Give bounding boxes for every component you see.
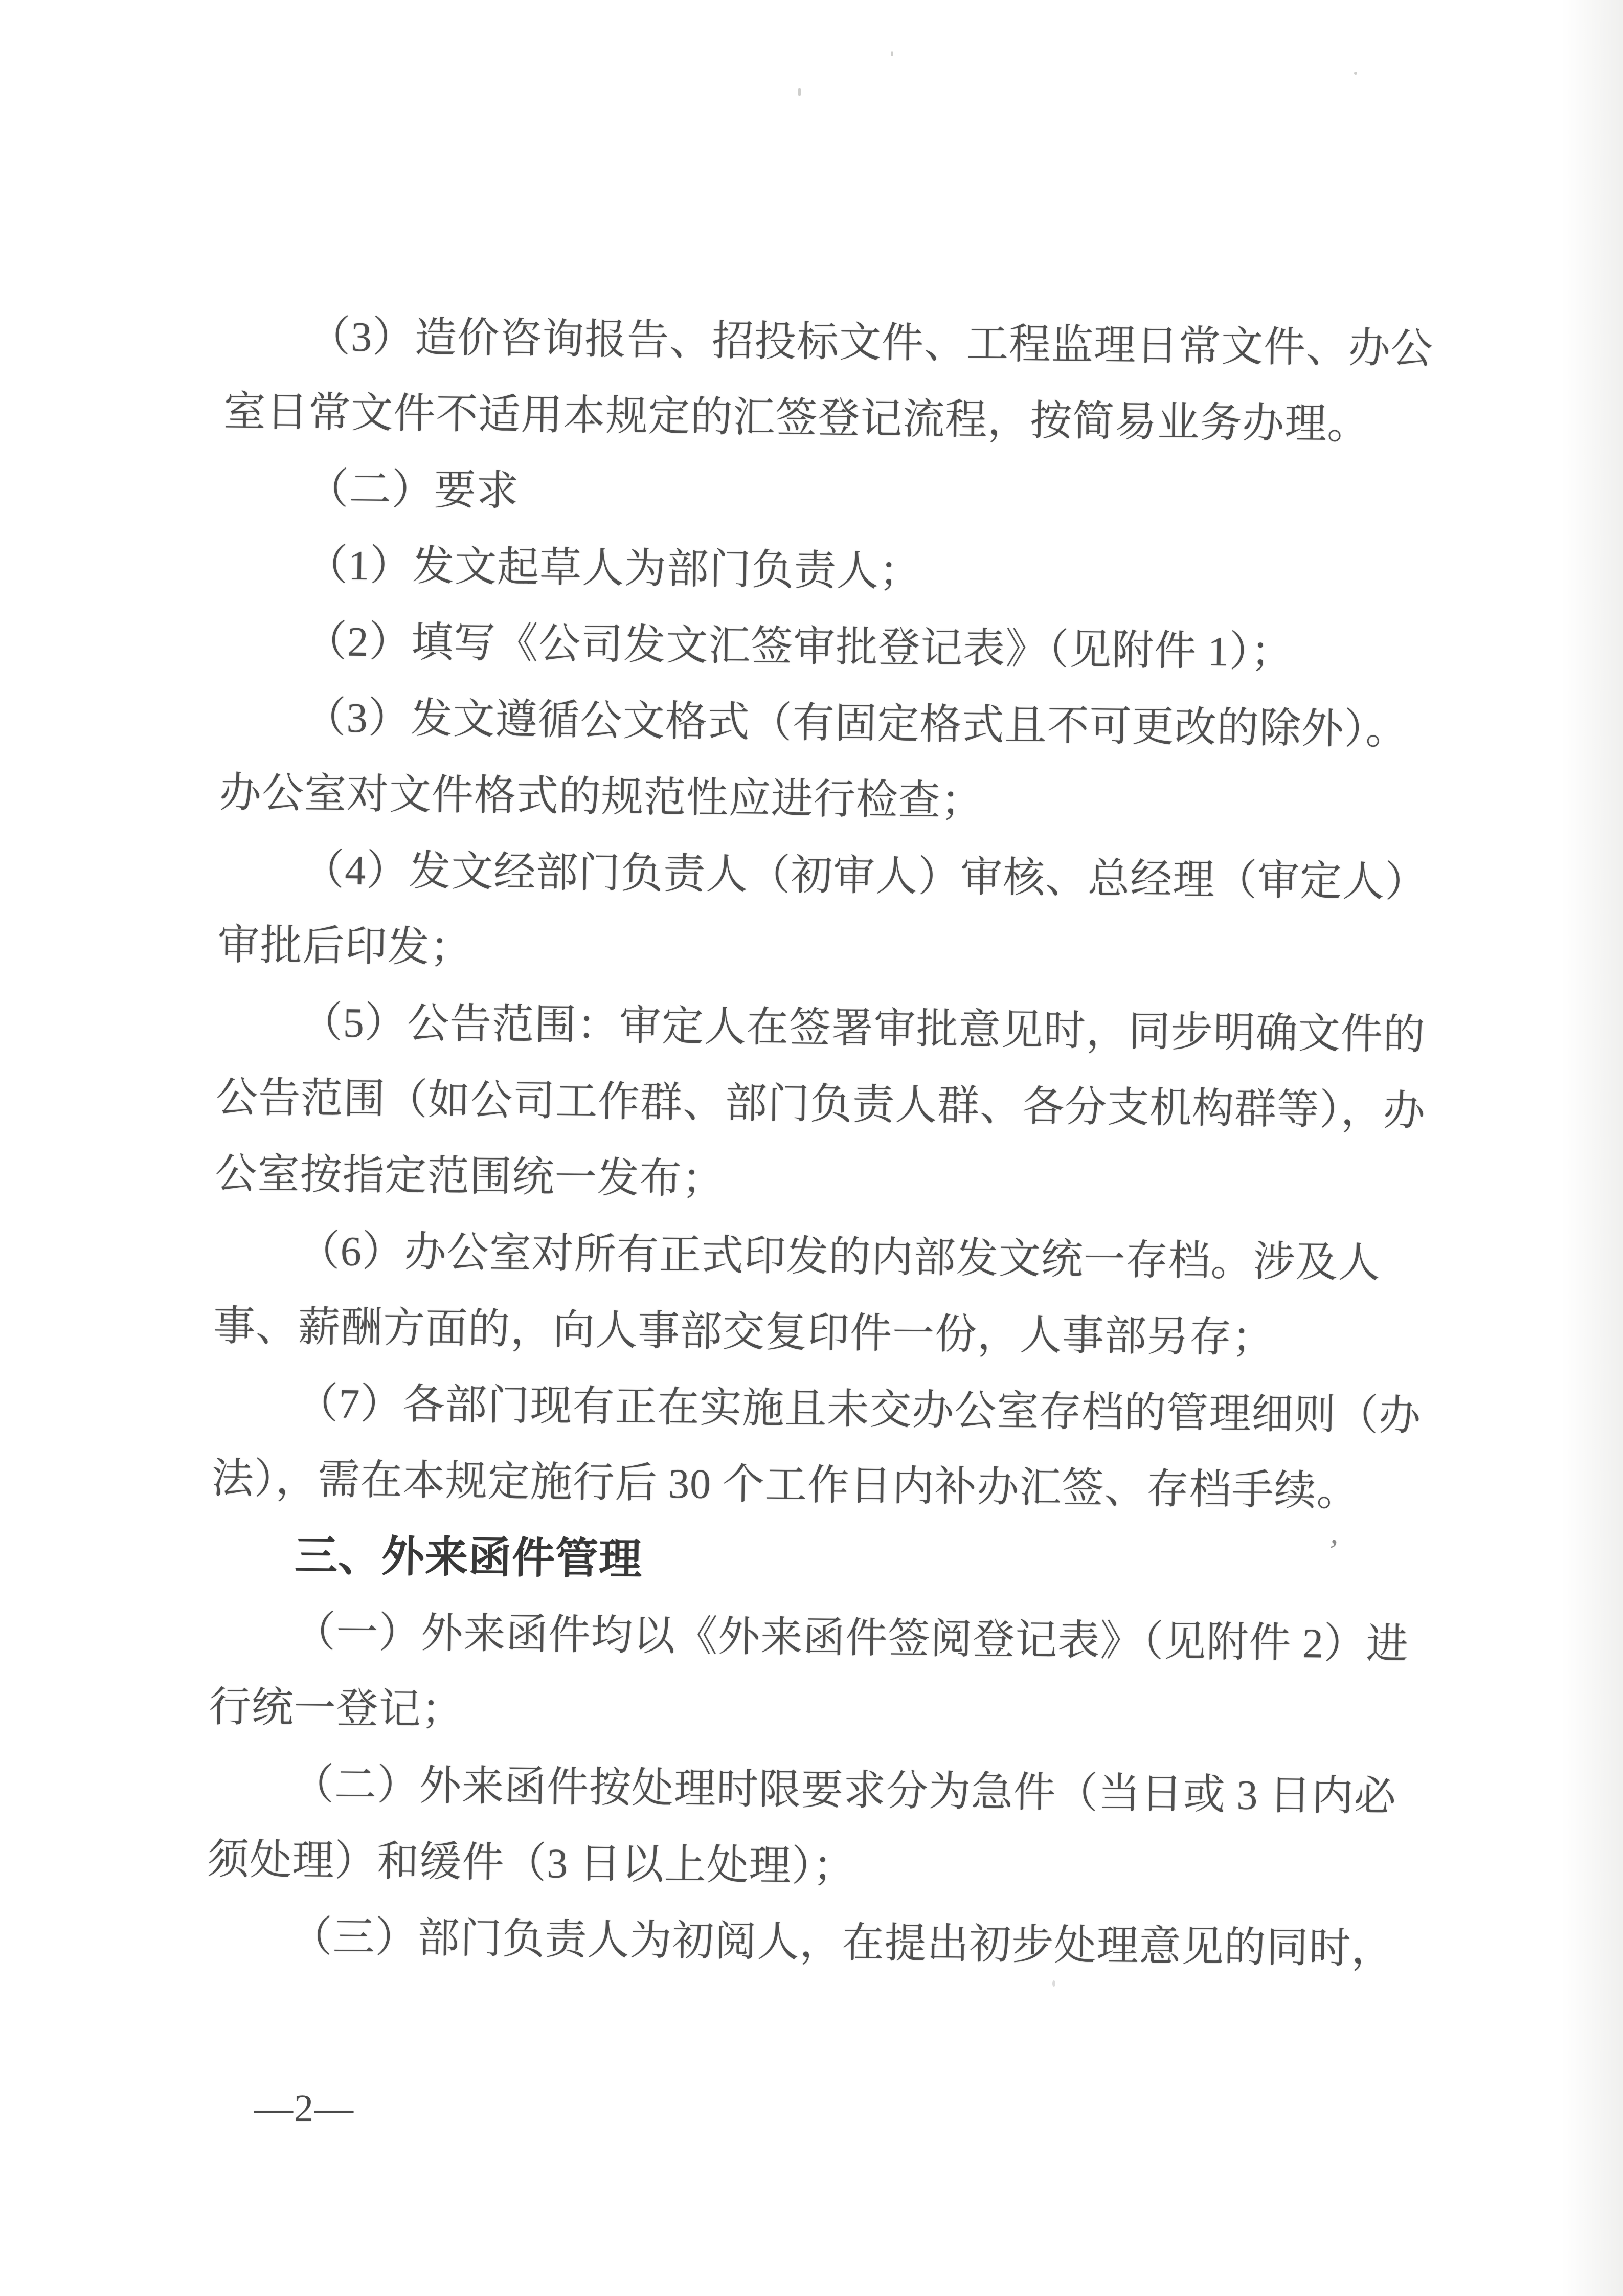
scan-artifact-tick: ’ — [1325, 1531, 1341, 1570]
text-line: 行统一登记； — [209, 1683, 464, 1733]
text-line: （1）发文起草人为部门负责人； — [305, 541, 922, 595]
page-number: —2— — [254, 2087, 354, 2130]
text-line: 审批后印发； — [217, 921, 473, 971]
text-line: 公告范围（如公司工作群、部门负责人群、各分支机构群等），办 — [215, 1074, 1426, 1134]
text-line: 办公室对文件格式的规范性应进行检查； — [219, 769, 984, 824]
text-line: （二）外来函件按处理时限要求分为急件（当日或 3 日内必 — [291, 1760, 1397, 1820]
text-line: （4）发文经部门负责人（初审人）审核、总经理（审定人） — [302, 846, 1428, 906]
scan-noise-speck — [891, 51, 893, 56]
text-line: 法），需在本规定施行后 30 个工作日内补办汇签、存档手续。 — [211, 1455, 1360, 1515]
text-line: （3）造价咨询报告、招投标文件、工程监理日常文件、办公 — [308, 313, 1434, 372]
text-line: （6）办公室对所有正式印发的内部发文统一存档。涉及人 — [298, 1227, 1381, 1286]
section-heading: 三、外来函件管理 — [294, 1531, 643, 1584]
text-line: （5）公告范围：审定人在签署审批意见时，同步明确文件的 — [300, 998, 1426, 1058]
scan-noise-speck — [1354, 72, 1357, 75]
scan-edge-streak — [1562, 0, 1623, 2296]
text-line: （二）要求 — [306, 465, 520, 515]
scan-noise-speck — [1052, 1980, 1055, 1987]
text-line: （7）各部门现有正在实施且未交办公室存档的管理细则（办 — [296, 1379, 1422, 1439]
scan-noise-speck — [798, 88, 801, 96]
text-line: （三）部门负责人为初阅人，在提出初步处理意见的同时， — [290, 1913, 1394, 1973]
text-line: （2）填写《公司发文汇签审批登记表》（见附件 1）； — [304, 617, 1294, 676]
text-line: （3）发文遵循公文格式（有固定格式且不可更改的除外）。 — [304, 694, 1409, 753]
document-body — [206, 297, 1483, 1988]
text-line: 室日常文件不适用本规定的汇签登记流程，按简易业务办理。 — [223, 388, 1370, 448]
text-line: 事、薪酬方面的，向人事部交复印件一份，人事部另存； — [213, 1302, 1275, 1362]
text-line: 须处理）和缓件（3 日以上处理）； — [207, 1836, 856, 1890]
text-line: 公室按指定范围统一发布； — [215, 1150, 725, 1203]
text-line: （一）外来函件均以《外来函件签阅登记表》（见附件 2）进 — [293, 1608, 1409, 1668]
